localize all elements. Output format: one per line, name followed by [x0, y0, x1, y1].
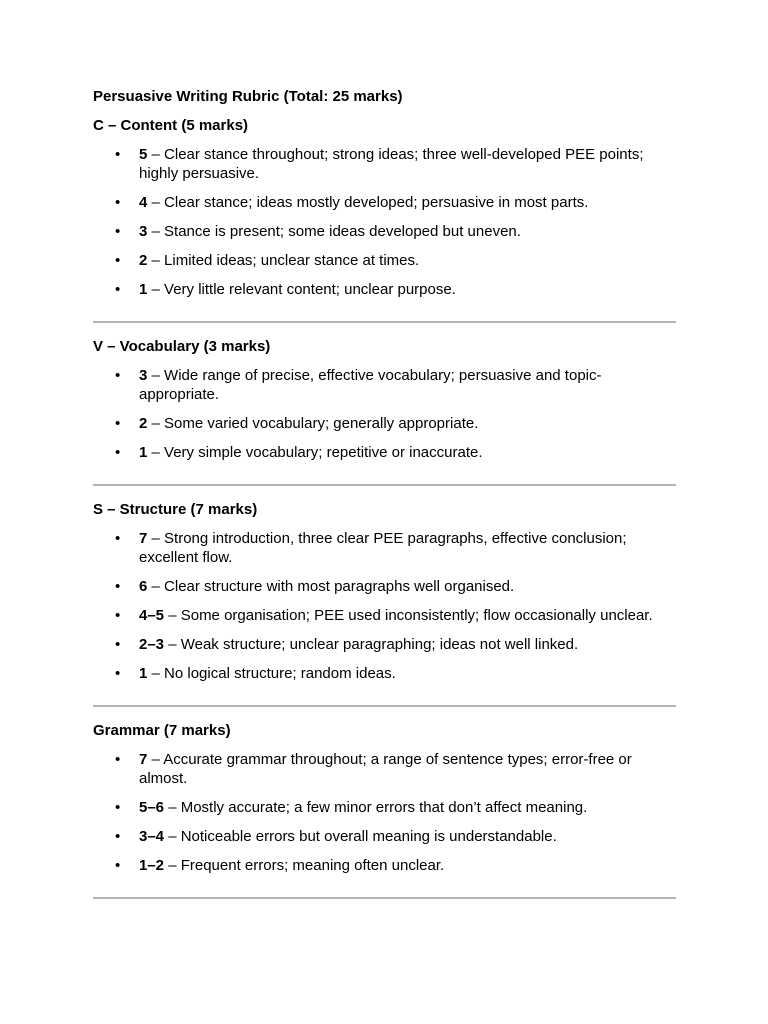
list-item	[93, 280, 675, 299]
descriptor: Limited ideas; unclear stance at times.	[164, 252, 420, 269]
criteria-list	[93, 366, 675, 462]
separator: –	[147, 252, 165, 269]
score: 3–4	[139, 828, 165, 845]
score: 2	[139, 415, 148, 432]
bullet-icon: •	[115, 223, 121, 240]
descriptor: Mostly accurate; a few minor errors that don’t affect meaning.	[180, 799, 588, 816]
list-item	[93, 529, 675, 567]
descriptor: Accurate grammar throughout; a range of sentence types; error-free or almost.	[139, 751, 632, 787]
separator: –	[164, 607, 181, 624]
bullet-icon: •	[115, 607, 121, 624]
separator: –	[164, 828, 181, 845]
score: 1–2	[139, 857, 165, 874]
bullet-icon: •	[115, 751, 121, 768]
bullet-icon: •	[115, 194, 121, 211]
section-heading: C – Content (5 marks)	[93, 117, 249, 134]
list-item	[93, 664, 675, 683]
list-item	[93, 251, 675, 270]
score: 1	[139, 444, 148, 461]
bullet-icon: •	[115, 444, 121, 461]
separator: –	[147, 530, 165, 547]
list-item	[93, 222, 675, 241]
descriptor: Strong introduction, three clear PEE paragraphs, effective conclusion; excellent flow.	[139, 530, 627, 566]
descriptor: Frequent errors; meaning often unclear.	[180, 857, 445, 874]
separator: –	[164, 857, 181, 874]
separator: –	[147, 281, 165, 298]
score: 4	[139, 194, 148, 211]
criteria-list	[93, 145, 675, 299]
separator: –	[147, 578, 165, 595]
descriptor: Noticeable errors but overall meaning is understandable.	[180, 828, 557, 845]
list-item	[93, 193, 675, 212]
descriptor: Very little relevant content; unclear purpose.	[164, 281, 456, 298]
descriptor: Very simple vocabulary; repetitive or inaccurate.	[164, 444, 483, 461]
bullet-icon: •	[115, 578, 121, 595]
list-item	[93, 366, 675, 404]
bullet-icon: •	[115, 636, 121, 653]
separator: –	[164, 799, 181, 816]
score: 3	[139, 367, 148, 384]
bullet-icon: •	[115, 828, 121, 845]
list-item	[93, 606, 675, 625]
score: 4–5	[139, 607, 165, 624]
bullet-icon: •	[115, 252, 121, 269]
bullet-icon: •	[115, 146, 121, 163]
score: 7	[139, 751, 148, 768]
list-item	[93, 827, 675, 846]
bullet-icon: •	[115, 415, 121, 432]
section-heading: V – Vocabulary (3 marks)	[93, 338, 271, 355]
section-grammar	[93, 721, 675, 875]
list-item	[93, 443, 675, 462]
separator: –	[147, 751, 164, 768]
section-content	[93, 116, 675, 299]
descriptor: Clear stance; ideas mostly developed; persuasive in most parts.	[164, 194, 589, 211]
separator: –	[147, 665, 165, 682]
section-heading: S – Structure (7 marks)	[93, 501, 258, 518]
bullet-icon: •	[115, 857, 121, 874]
score: 7	[139, 530, 148, 547]
document-title: Persuasive Writing Rubric (Total: 25 marks)	[93, 88, 403, 105]
criteria-list	[93, 529, 675, 683]
separator: –	[164, 636, 181, 653]
separator: –	[147, 415, 165, 432]
score: 6	[139, 578, 148, 595]
score: 5–6	[139, 799, 165, 816]
separator: –	[147, 367, 165, 384]
score: 2	[139, 252, 148, 269]
section-structure	[93, 500, 675, 683]
list-item	[93, 798, 675, 817]
score: 3	[139, 223, 148, 240]
score: 5	[139, 146, 148, 163]
score: 1	[139, 665, 148, 682]
list-item	[93, 750, 675, 788]
bullet-icon: •	[115, 799, 121, 816]
descriptor: Wide range of precise, effective vocabulary; persuasive and topic-appropriate.	[139, 367, 602, 403]
descriptor: Some varied vocabulary; generally appropriate.	[164, 415, 479, 432]
bullet-icon: •	[115, 367, 121, 384]
list-item	[93, 635, 675, 654]
criteria-list	[93, 750, 675, 875]
bullet-icon: •	[115, 281, 121, 298]
separator: –	[147, 146, 165, 163]
bullet-icon: •	[115, 530, 121, 547]
section-heading: Grammar (7 marks)	[93, 722, 231, 739]
descriptor: Some organisation; PEE used inconsistently; flow occasionally unclear.	[180, 607, 653, 624]
separator: –	[147, 194, 165, 211]
descriptor: Weak structure; unclear paragraphing; ideas not well linked.	[180, 636, 579, 653]
descriptor: No logical structure; random ideas.	[164, 665, 396, 682]
section-vocabulary	[93, 337, 675, 462]
descriptor: Clear stance throughout; strong ideas; three well-developed PEE points; highly persuasive.	[139, 146, 644, 182]
score: 1	[139, 281, 148, 298]
section-divider	[93, 897, 676, 899]
list-item	[93, 414, 675, 433]
separator: –	[147, 444, 165, 461]
score: 2–3	[139, 636, 165, 653]
descriptor: Clear structure with most paragraphs well organised.	[164, 578, 515, 595]
separator: –	[147, 223, 165, 240]
list-item	[93, 145, 675, 183]
list-item	[93, 577, 675, 596]
descriptor: Stance is present; some ideas developed but uneven.	[164, 223, 521, 240]
list-item	[93, 856, 675, 875]
bullet-icon: •	[115, 665, 121, 682]
